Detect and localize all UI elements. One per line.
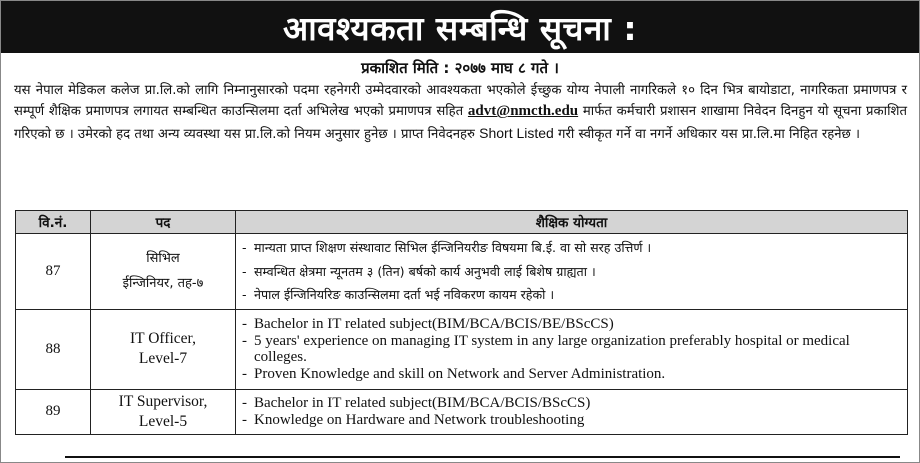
row-number: 89: [16, 389, 91, 434]
row-qualifications: [236, 309, 908, 389]
post-name-line1: IT Officer,: [130, 330, 196, 347]
header-serial-number: वि.नं.: [16, 211, 91, 234]
qualification-item: - Bachelor in IT related subject(BIM/BCA/BCIS/BE/BScCS): [242, 316, 901, 333]
table-header-row: [16, 211, 908, 234]
post-name-line2: ईन्जिनियर, तह-७: [122, 276, 204, 292]
qualification-item: - Bachelor in IT related subject(BIM/BCA/BCIS/BScCS): [242, 395, 901, 412]
bottom-divider: [65, 456, 900, 458]
header-qualification: शैक्षिक योग्यता: [236, 211, 908, 234]
qualification-item: - मान्यता प्राप्त शिक्षण संस्थावाट सिभिल ईन्जिनियरीङ विषयमा बि.ई. वा सो सरह उत्तिर्ण ।: [242, 236, 901, 260]
row-qualifications: [236, 389, 908, 434]
intro-text-part1: यस नेपाल मेडिकल कलेज प्रा.लि.को लागि निम्नानुसारको पदमा रहनेगरी उम्मेदवारको आवश्यकता भएकोले ईच्छुक योग्य नेपाली नागरिकले १० दिन भित्र बायोडाटा, नागरिकता प्रमाणपत्र र सम्पूर्ण शैक्षिक प्रमाणपत्र लगायत सम्बन्धित काउन्सिलमा दर्ता अभिलेख भएको प्रमाणपत्र सहित: [14, 83, 907, 120]
table-row: [16, 309, 908, 389]
row-number: 87: [16, 234, 91, 310]
notice-title: आवश्यकता सम्बन्धि सूचना :: [282, 8, 638, 48]
post-name-line1: IT Supervisor,: [118, 392, 208, 410]
notice-title-banner: [1, 1, 919, 53]
table-row: [16, 234, 908, 310]
qualification-list: [242, 236, 901, 307]
table-row: [16, 389, 908, 434]
row-qualifications: [236, 234, 908, 310]
row-post: [91, 234, 236, 310]
row-number: 88: [16, 309, 91, 389]
post-name-line1: सिभिल: [146, 251, 180, 267]
published-date: प्रकाशित मिति : २०७७ माघ ८ गते ।: [361, 59, 559, 77]
qualification-item: - 5 years' experience on managing IT system in any large organization preferably hospital or medical colleges.: [242, 333, 901, 366]
positions-table: [15, 210, 908, 435]
qualification-list: [242, 395, 901, 428]
row-post: [91, 309, 236, 389]
qualification-item: - Proven Knowledge and skill on Network and Server Administration.: [242, 366, 901, 383]
row-post: [91, 389, 236, 434]
intro-paragraph: [14, 80, 907, 145]
header-post: पद: [91, 211, 236, 234]
intro-text-part2: मार्फत कर्मचारी प्रशासन शाखामा निवेदन दिनहुन यो सूचना प्रकाशित गरिएको छ । उमेरको हद तथा अन्य व्यवस्था यस प्रा.लि.को नियम अनुसार हुनेछ । प्राप्त निवेदनहरु: [14, 104, 907, 142]
post-name-line2: Level-5: [138, 412, 188, 430]
post-name-line2: Level-7: [138, 350, 188, 367]
email-link[interactable]: advt@nmcth.edu: [467, 103, 579, 120]
short-listed-text: Short Listed: [479, 124, 554, 141]
qualification-item: - सम्वन्धित क्षेत्रमा न्यूनतम ३ (तिन) बर्षको कार्य अनुभवी लाई बिशेष ग्राह्यता ।: [242, 260, 901, 284]
qualification-item: - नेपाल ईन्जिनियरिङ काउन्सिलमा दर्ता भई नविकरण कायम रहेको ।: [242, 283, 901, 307]
qualification-item: - Knowledge on Hardware and Network troubleshooting: [242, 412, 901, 429]
intro-text-part3: गरी स्वीकृत गर्ने वा नगर्ने अधिकार यस प्रा.लि.मा निहित रहनेछ ।: [558, 126, 860, 142]
qualification-list: [242, 316, 901, 382]
